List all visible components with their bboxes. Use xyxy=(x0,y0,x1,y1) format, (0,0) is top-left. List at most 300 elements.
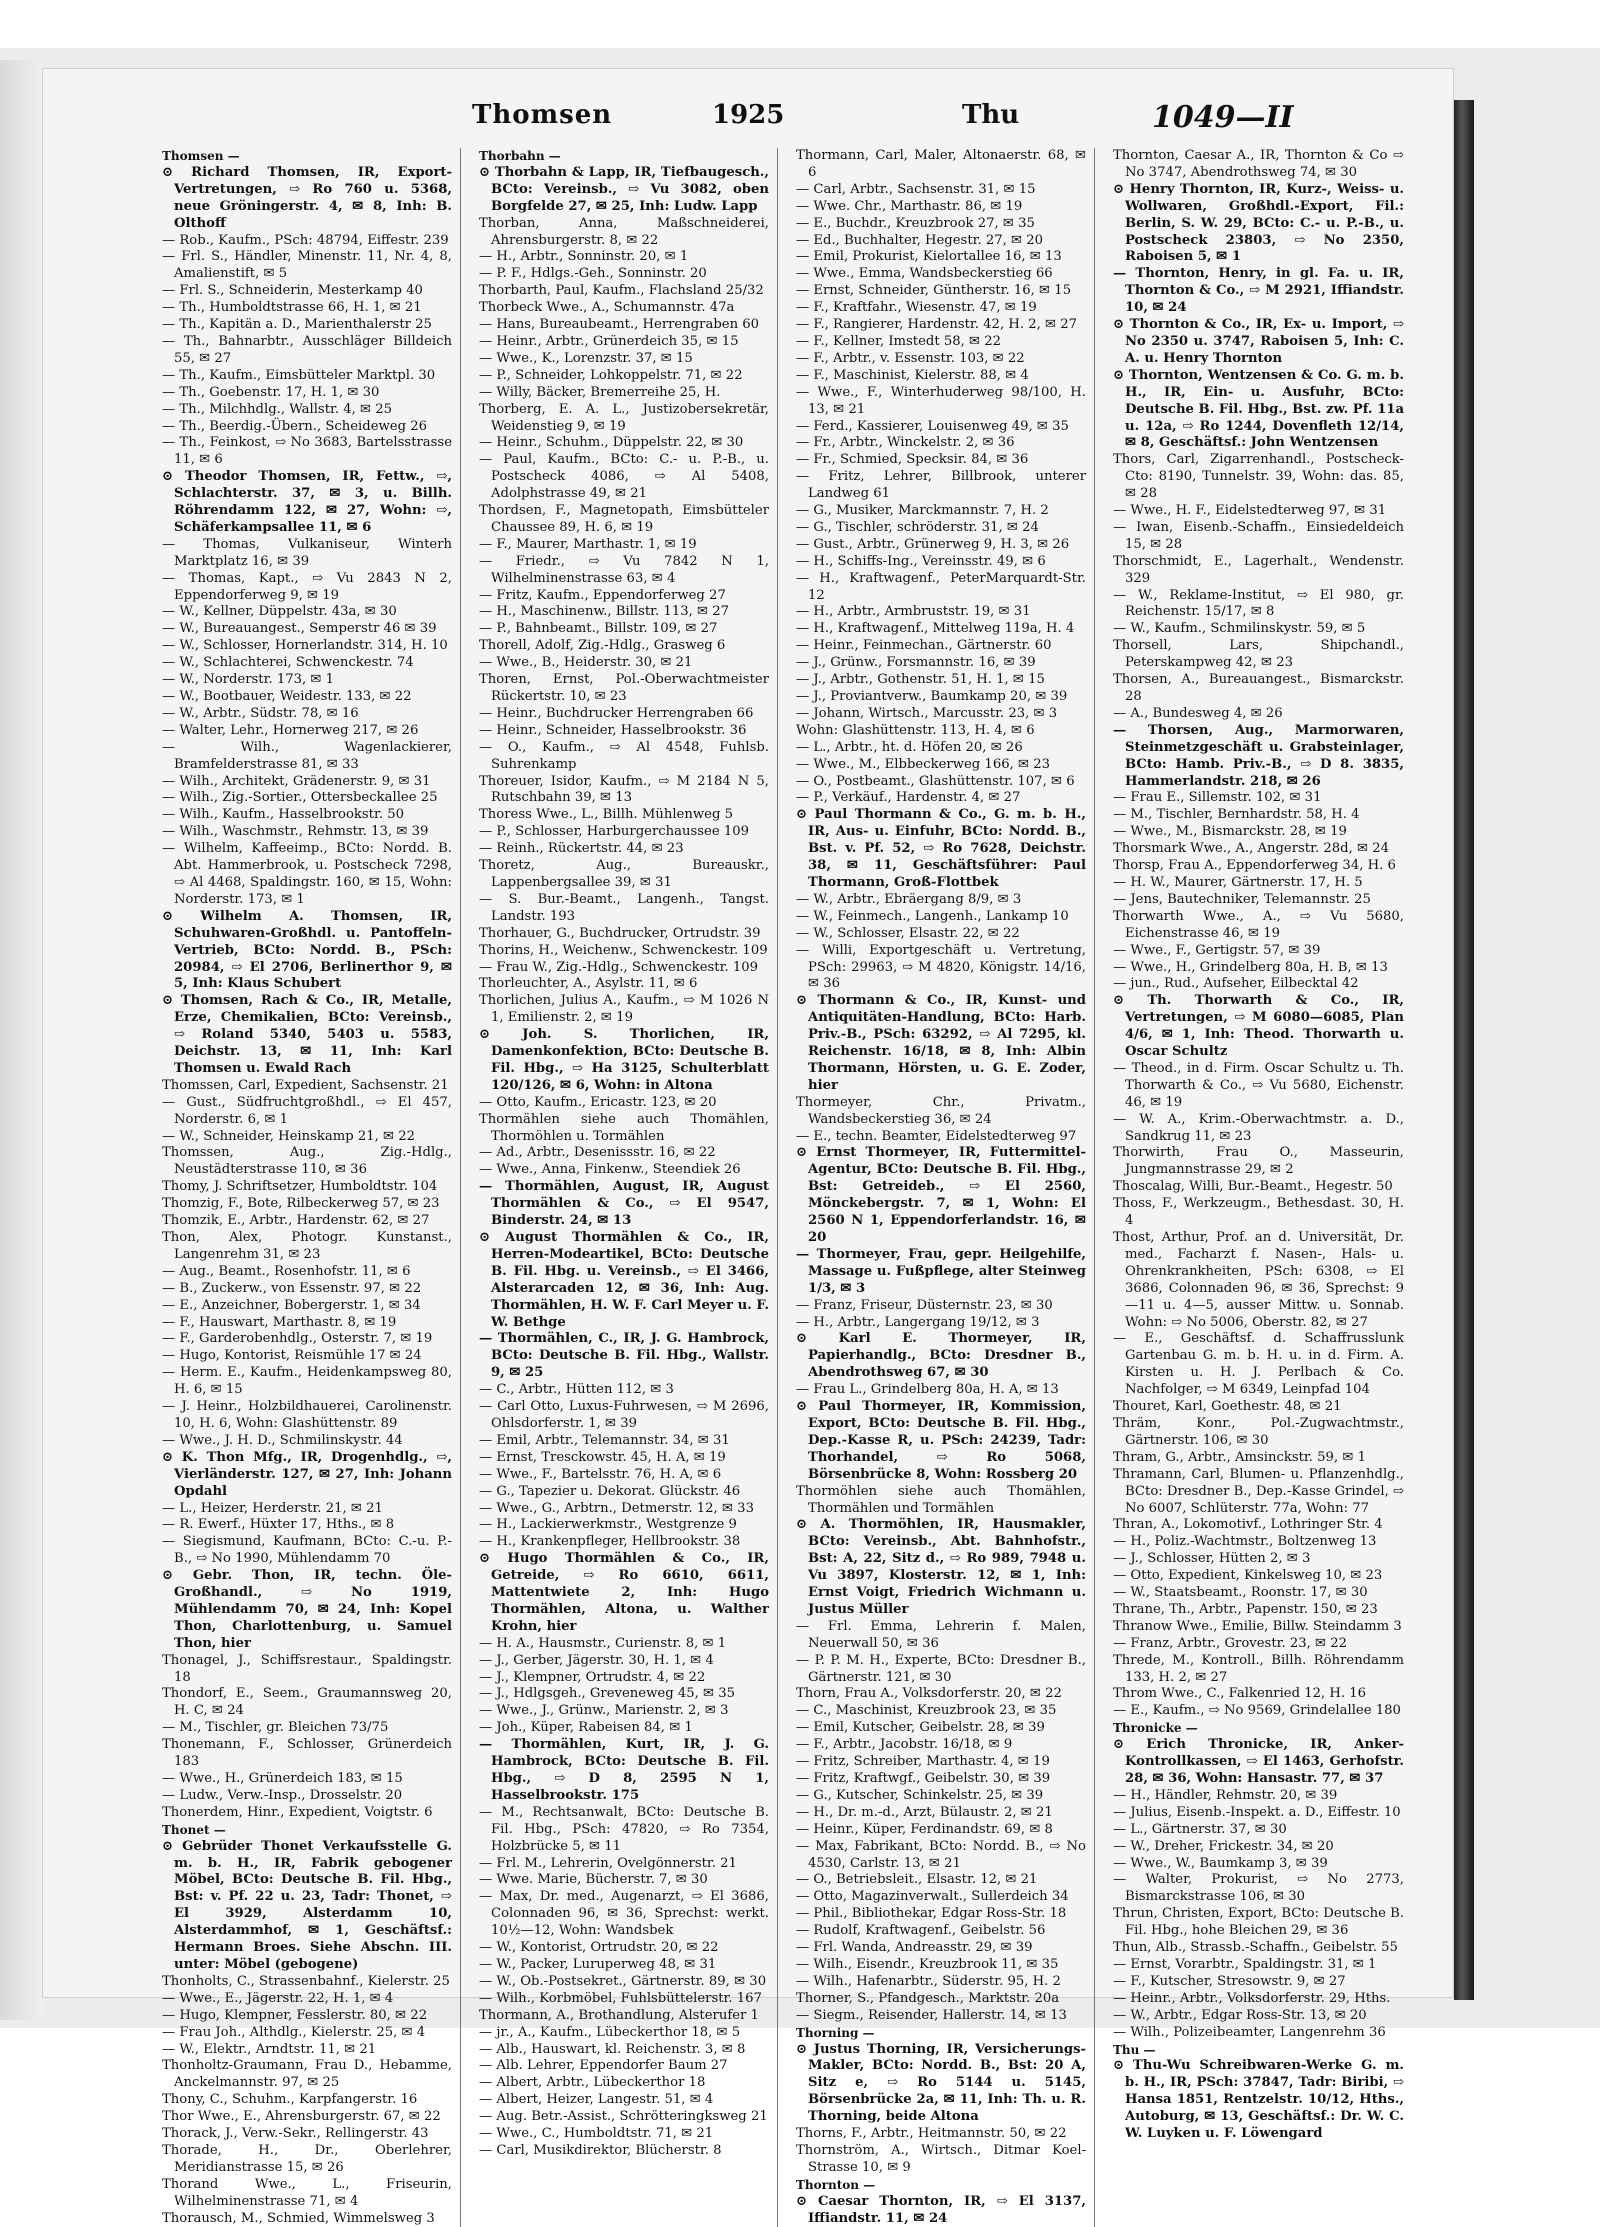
directory-entry: — Thormählen, August, IR, August Thormählen & Co., ⇨ El 9547, Binderstr. 24, ✉ 13 xyxy=(479,1179,769,1229)
directory-entry: — Wilh., Kaufm., Hasselbrookstr. 50 xyxy=(162,807,404,823)
directory-entry: ⊙ Erich Thronicke, IR, Anker-Kontrollkassen, ⇨ El 1463, Gerhofstr. 28, ✉ 36, Wohn: Hansastr. 77, ✉ 37 xyxy=(1113,1737,1404,1786)
directory-entry: — P., Schneider, Lohkoppelstr. 71, ✉ 22 xyxy=(479,367,743,383)
directory-entry: ⊙ Richard Thomsen, IR, Export-Vertretungen, ⇨ Ro 760 u. 5368, neue Gröningerstr. 4, ✉ 8, Inh: B. Olthoff xyxy=(162,164,452,231)
directory-entry: — Fritz, Kraftwgf., Geibelstr. 30, ✉ 39 xyxy=(796,1771,1051,1786)
directory-entry: — Alb. Lehrer, Eppendorfer Baum 27 xyxy=(479,2058,728,2074)
directory-entry: — B., Zuckerw., von Essenstr. 97, ✉ 22 xyxy=(162,1280,422,1296)
directory-entry: — Frau W., Zig.-Hdlg., Schwenckestr. 109 xyxy=(479,959,759,975)
directory-entry: Thoretz, Aug., Bureauskr., Lappenbergsallee 39, ✉ 31 xyxy=(479,858,769,890)
directory-entry: — Max, Fabrikant, BCto: Nordd. B., ⇨ No 4530, Carlstr. 13, ✉ 21 xyxy=(796,1838,1086,1871)
directory-entry: — Wilh., Waschmstr., Rehmstr. 13, ✉ 39 xyxy=(162,824,429,840)
directory-entry: Thräm, Konr., Pol.-Zugwachtmstr., Gärtnerstr. 106, ✉ 30 xyxy=(1113,1415,1404,1448)
directory-entry: — W., Norderstr. 173, ✉ 1 xyxy=(162,672,335,688)
directory-entry: — E., Kaufm., ⇨ No 9569, Grindelallee 180 xyxy=(1113,1703,1401,1719)
directory-entry: — L., Gärtnerstr. 37, ✉ 30 xyxy=(1113,1821,1287,1837)
directory-entry: ⊙ Gebrüder Thonet Verkaufsstelle G. m. b. H., IR, Fabrik gebogener Möbel, BCto: Deutsche B. Fil. Hbg., Bst: v. Pf. 22 u. 23, Tadr: Thonet, ⇨ El 3929, Alsterdamm 10, Alsterdammhof, ✉ 1, Geschäftsf.: Hermann Broes. Siehe Abschn. III. unter: Möbel (gebogene) xyxy=(162,1838,452,1972)
directory-entry: ⊙ Gebr. Thon, IR, techn. Öle-Großhandl., ⇨ No 1919, Mühlendamm 70, ✉ 24, Inh: Kopel Thon, Charlottenburg, u. Samuel Thon, hier xyxy=(162,1568,452,1651)
directory-entry: ⊙ Justus Thorning, IR, Versicherungs-Makler, BCto: Nordd. B., Bst: 20 A, Sitz e, ⇨ Ro 5144 u. 5145, Börsenbrücke 2a, ✉ 11, Inh: Th. u. R. Thorning, beide Altona xyxy=(796,2041,1086,2125)
directory-entry: — Th., Bahnarbtr., Ausschläger Billdeich 55, ✉ 27 xyxy=(162,333,452,366)
directory-entry: — P. P. M. H., Experte, BCto: Dresdner B., Gärtnerstr. 121, ✉ 30 xyxy=(796,1652,1086,1685)
directory-entry: — Hugo, Klempner, Fesslerstr. 80, ✉ 22 xyxy=(162,2007,428,2023)
directory-entry: — Wilh., Wagenlackierer, Bramfelderstrasse 81, ✉ 33 xyxy=(162,739,452,772)
directory-entry: Thorausch, M., Schmied, Wimmelsweg 3 xyxy=(162,2210,435,2226)
directory-entry: Thorsen, A., Bureauangest., Bismarckstr. 28 xyxy=(1113,672,1404,704)
directory-entry: — J., Proviantverw., Baumkamp 20, ✉ 39 xyxy=(796,689,1068,704)
directory-entry: — Walter, Prokurist, ⇨ No 2773, Bismarckstrasse 106, ✉ 30 xyxy=(1113,1872,1404,1905)
directory-entry: ⊙ Th. Thorwarth & Co., IR, Vertretungen, ⇨ M 6080—6085, Plan 4/6, ✉ 1, Inh: Theod. Thorwarth u. Oscar Schultz xyxy=(1113,993,1404,1060)
directory-entry: — C., Maschinist, Kreuzbrook 23, ✉ 35 xyxy=(796,1703,1057,1719)
directory-entry: Thrane, Th., Arbtr., Papenstr. 150, ✉ 23 xyxy=(1113,1601,1378,1617)
directory-columns xyxy=(162,148,1412,2226)
directory-entry: ⊙ Paul Thormann & Co., G. m. b. H., IR, Aus- u. Einfuhr, BCto: Nordd. B., Bst. v. Pf. 52, ⇨ Ro 7628, Deichstr. 38, ✉ 11, Geschäftsführer: Paul Thormann, Groß-Flottbek xyxy=(796,807,1086,890)
directory-entry: — Ad., Arbtr., Desenissstr. 16, ✉ 22 xyxy=(479,1145,716,1161)
directory-entry: Thorand Wwe., L., Friseurin, Wilhelminenstrasse 71, ✉ 4 xyxy=(162,2176,452,2209)
directory-entry: — Th., Beerdig.-Übern., Scheideweg 26 xyxy=(162,418,428,434)
directory-entry: Threde, M., Kontroll., Billh. Röhrendamm 133, H. 2, ✉ 27 xyxy=(1113,1652,1404,1685)
directory-entry: — W., Bootbauer, Weidestr. 133, ✉ 22 xyxy=(162,689,412,704)
directory-page xyxy=(42,68,1454,2226)
directory-entry: — Wwe., M., Elbbeckerweg 166, ✉ 23 xyxy=(796,756,1051,772)
directory-entry: Thorbarth, Paul, Kaufm., Flachsland 25/32 xyxy=(479,283,764,299)
directory-entry: — F., Kellner, Imstedt 58, ✉ 22 xyxy=(796,333,1002,349)
directory-entry: — Heinr., Buchdrucker Herrengraben 66 xyxy=(479,705,754,721)
directory-entry: ⊙ Thorbahn & Lapp, IR, Tiefbaugesch., BCto: Vereinsb., ⇨ Vu 3082, oben Borgfelde 27, ✉ 25, Inh: Ludw. Lapp xyxy=(479,164,769,214)
directory-entry: ⊙ K. Thon Mfg., IR, Drogenhdlg., ⇨, Vierländerstr. 127, ✉ 27, Inh: Johann Opdahl xyxy=(162,1449,452,1499)
directory-entry: — Wwe., H., Grindelberg 80a, H. B, ✉ 13 xyxy=(1113,959,1388,975)
directory-entry: ⊙ Paul Thormeyer, IR, Kommission, Export, BCto: Deutsche B. Fil. Hbg., Dep.-Kasse R, u. PSch: 24239, Tadr: Thorhandel, ⇨ Ro 5068, Börsenbrücke 8, Wohn: Rossberg 20 xyxy=(796,1399,1086,1482)
directory-entry: — W., Ob.-Postsekret., Gärtnerstr. 89, ✉ 30 xyxy=(479,1973,767,1989)
directory-entry: Thorack, J., Verw.-Sekr., Rellingerstr. 43 xyxy=(162,2126,429,2142)
directory-entry: Thorban, Anna, Maßschneiderei, Ahrensburgerstr. 8, ✉ 22 xyxy=(479,215,769,248)
directory-entry: — Aug., Beamt., Rosenhofstr. 11, ✉ 6 xyxy=(162,1263,411,1279)
column-3 xyxy=(796,148,1095,2227)
directory-entry: Thorhauer, G., Buchdrucker, Ortrudstr. 39 xyxy=(479,925,761,941)
directory-entry: — Thomas, Vulkaniseur, Winterh Marktplatz 16, ✉ 39 xyxy=(162,536,452,569)
directory-entry: Thormählen siehe auch Thomählen, Thormöhlen u. Tormählen xyxy=(479,1111,769,1144)
directory-entry: — Frau L., Grindelberg 80a, H. A, ✉ 13 xyxy=(796,1382,1059,1398)
directory-entry: — Carl, Musikdirektor, Blücherstr. 8 xyxy=(479,2142,722,2158)
directory-entry: Thormann, A., Brothandlung, Alsterufer 1 xyxy=(479,2007,759,2023)
directory-entry: — L., Heizer, Herderstr. 21, ✉ 21 xyxy=(162,1500,383,1516)
directory-entry: Thorns, F., Arbtr., Heitmannstr. 50, ✉ 22 xyxy=(796,2126,1067,2142)
directory-entry: Thon, Alex, Photogr. Kunstanst., Langenrehm 31, ✉ 23 xyxy=(162,1230,452,1262)
directory-entry: — J., Gerber, Jägerstr. 30, H. 1, ✉ 4 xyxy=(479,1652,714,1668)
book-spine-edge xyxy=(1454,100,1474,2000)
directory-entry: Thomssen, Aug., Zig.-Hdlg., Neustädterstrasse 110, ✉ 36 xyxy=(162,1145,452,1178)
directory-entry: — Heinr., Arbtr., Volksdorferstr. 29, Hths. xyxy=(1113,1990,1391,2006)
directory-entry: — Fritz, Schreiber, Marthastr. 4, ✉ 19 xyxy=(796,1754,1050,1770)
directory-entry: — Th., Goebenstr. 17, H. 1, ✉ 30 xyxy=(162,384,380,400)
directory-entry: — O., Postbeamt., Glashüttenstr. 107, ✉ 6 xyxy=(796,773,1075,789)
directory-entry: Thorade, H., Dr., Oberlehrer, Meridianstrasse 15, ✉ 26 xyxy=(162,2142,452,2175)
directory-entry: — Frl. M., Lehrerin, Ovelgönnerstr. 21 xyxy=(479,1855,737,1871)
directory-entry: — H. W., Maurer, Gärtnerstr. 17, H. 5 xyxy=(1113,874,1363,890)
directory-entry: — H., Maschinenw., Billstr. 113, ✉ 27 xyxy=(479,604,729,620)
directory-entry: Thornton, Caesar A., IR, Thornton & Co ⇨ No 3747, Abendrothsweg 74, ✉ 30 xyxy=(1113,148,1404,180)
directory-entry: — Fritz, Lehrer, Billbrook, unterer Landweg 61 xyxy=(796,469,1086,502)
directory-entry: — F., Arbtr., Jacobstr. 16/18, ✉ 9 xyxy=(796,1737,1013,1753)
directory-entry: — Wwe., K., Lorenzstr. 37, ✉ 15 xyxy=(479,350,693,366)
directory-entry: — W., Kellner, Düppelstr. 43a, ✉ 30 xyxy=(162,604,397,620)
directory-entry: — Willi, Exportgeschäft u. Vertretung, PSch: 29963, ⇨ M 4820, Königstr. 14/16, ✉ 36 xyxy=(796,942,1086,992)
directory-entry: — Hugo, Kontorist, Reismühle 17 ✉ 24 xyxy=(162,1348,422,1364)
directory-entry: ⊙ Thomsen, Rach & Co., IR, Metalle, Erze, Chemikalien, BCto: Vereinsb., ⇨ Roland 5340, 5403 u. 5583, Deichstr. 13, ✉ 11, Inh: Karl Thomsen u. Ewald Rach xyxy=(162,993,452,1076)
directory-entry: — M., Rechtsanwalt, BCto: Deutsche B. Fil. Hbg., PSch: 47820, ⇨ Ro 7354, Holzbrücke 5, ✉ 11 xyxy=(479,1804,769,1854)
directory-entry: ⊙ Thornton, Wentzensen & Co. G. m. b. H., IR, Ein- u. Ausfuhr, BCto: Deutsche B. Fil. Hbg., Bst. zw. Pf. 11a u. 12a, ⇨ Ro 1244, Dovenfleth 12/14, ✉ 8, Geschäftsf.: John Wentzensen xyxy=(1113,367,1404,451)
directory-entry: — Wwe., B., Heiderstr. 30, ✉ 21 xyxy=(479,655,693,671)
directory-entry: Thonerdem, Hinr., Expedient, Voigtstr. 6 xyxy=(162,1804,433,1820)
directory-entry: Thoress Wwe., L., Billh. Mühlenweg 5 xyxy=(479,807,733,823)
directory-entry: — H., Schiffs-Ing., Vereinsstr. 49, ✉ 6 xyxy=(796,553,1046,569)
directory-entry: Thonholts, C., Strassenbahnf., Kielerstr. 25 xyxy=(162,1973,450,1989)
directory-entry: — Thornton, Henry, in gl. Fa. u. IR, Thornton & Co., ⇨ M 2921, Iffiandstr. 10, ✉ 24 xyxy=(1113,266,1404,316)
directory-entry: — P., Verkäuf., Hardenstr. 4, ✉ 27 xyxy=(796,790,1021,806)
directory-entry: — Frl. S., Händler, Minenstr. 11, Nr. 4, 8, Amalienstift, ✉ 5 xyxy=(162,249,452,282)
directory-entry: — jr., A., Kaufm., Lübeckerthor 18, ✉ 5 xyxy=(479,2024,741,2040)
directory-entry: Thouret, Karl, Goethestr. 48, ✉ 21 xyxy=(1113,1399,1342,1415)
directory-entry: Thomy, J. Schriftsetzer, Humboldtstr. 104 xyxy=(162,1179,438,1195)
directory-entry: — Wwe., F., Gertigstr. 57, ✉ 39 xyxy=(1113,942,1321,958)
directory-entry: — Wilhelm, Kaffeeimp., BCto: Nordd. B. Abt. Hammerbrook, u. Postscheck 7298, ⇨ Al 4468, Spaldingstr. 160, ✉ 15, Wohn: Norderstr. 173, ✉ 1 xyxy=(162,841,452,907)
directory-entry: Thorsp, Frau A., Eppendorferweg 34, H. 6 xyxy=(1113,858,1396,874)
directory-entry: — Joh., Küper, Rabeisen 84, ✉ 1 xyxy=(479,1720,693,1736)
directory-entry: — Carl Otto, Luxus-Fuhrwesen, ⇨ M 2696, Ohlsdorferstr. 1, ✉ 39 xyxy=(479,1399,769,1431)
directory-entry: — F., Garderobenhdlg., Osterstr. 7, ✉ 19 xyxy=(162,1331,433,1347)
directory-entry: — Th., Humboldtstrasse 66, H. 1, ✉ 21 xyxy=(162,300,422,316)
directory-entry: Thondorf, E., Seem., Graumannsweg 20, H. C, ✉ 24 xyxy=(162,1686,452,1719)
directory-entry: — Heinr., Küper, Ferdinandstr. 69, ✉ 8 xyxy=(796,1821,1053,1837)
directory-entry: — J., Arbtr., Gothenstr. 51, H. 1, ✉ 15 xyxy=(796,672,1045,688)
directory-entry: — Wwe., G., Arbtrn., Detmerstr. 12, ✉ 33 xyxy=(479,1500,754,1516)
directory-entry: — Th., Kaufm., Eimsbütteler Marktpl. 30 xyxy=(162,367,436,383)
directory-entry: — Friedr., ⇨ Vu 7842 N 1, Wilhelminenstrasse 63, ✉ 4 xyxy=(479,553,769,586)
directory-entry: — Frl. S., Schneiderin, Mesterkamp 40 xyxy=(162,283,423,299)
directory-entry: Thoreuer, Isidor, Kaufm., ⇨ M 2184 N 5, Rutschbahn 39, ✉ 13 xyxy=(479,773,769,806)
directory-entry: — Franz, Friseur, Düsternstr. 23, ✉ 30 xyxy=(796,1297,1053,1313)
directory-entry: — Hans, Bureaubeamt., Herrengraben 60 xyxy=(479,317,760,333)
scanner-left-edge xyxy=(0,60,42,2020)
directory-entry: — F., Kraftfahr., Wiesenstr. 47, ✉ 19 xyxy=(796,300,1037,316)
directory-entry: ⊙ Wilhelm A. Thomsen, IR, Schuhwaren-Großhdl. u. Pantoffeln-Vertrieb, BCto: Nordd. B., PSch: 20984, ⇨ El 2706, Berlinerthor 9, ✉ 5, Inh: Klaus Schubert xyxy=(162,908,452,992)
directory-entry: — Albert, Heizer, Langestr. 51, ✉ 4 xyxy=(479,2092,714,2108)
directory-entry: — Franz, Arbtr., Grovestr. 23, ✉ 22 xyxy=(1113,1635,1348,1651)
directory-entry: — Gust., Südfruchtgroßhdl., ⇨ El 457, Norderstr. 6, ✉ 1 xyxy=(162,1094,452,1127)
directory-entry: — Rob., Kaufm., PSch: 48794, Eiffestr. 239 xyxy=(162,232,449,248)
directory-section-heading: Thu — xyxy=(1113,2042,1156,2057)
directory-entry: — L., Arbtr., ht. d. Höfen 20, ✉ 26 xyxy=(796,739,1023,755)
directory-entry: — Frl. Wanda, Andreasstr. 29, ✉ 39 xyxy=(796,1940,1033,1956)
directory-entry: — Willy, Bäcker, Bremerreihe 25, H. xyxy=(479,384,721,400)
directory-entry: — H., Arbtr., Armbruststr. 19, ✉ 31 xyxy=(796,604,1031,620)
directory-entry: — Iwan, Eisenb.-Schaffn., Einsiedeldeich 15, ✉ 28 xyxy=(1113,519,1404,552)
directory-entry: Thonemann, F., Schlosser, Grünerdeich 183 xyxy=(162,1737,452,1770)
directory-entry: — E., Anzeichner, Bobergerstr. 1, ✉ 34 xyxy=(162,1297,421,1313)
directory-entry: — F., Hauswart, Marthastr. 8, ✉ 19 xyxy=(162,1314,397,1330)
directory-entry: ⊙ A. Thormöhlen, IR, Hausmakler, BCto: Vereinsb., Abt. Bahnhofstr., Bst: A, 22, Sitz d., ⇨ Ro 989, 7948 u. Vu 3897, Klosterstr. 12, ✉ 1, Inh: Ernst Voigt, Friedrich Wichmann u. Justus Müller xyxy=(796,1517,1086,1617)
directory-entry: — M., Tischler, gr. Bleichen 73/75 xyxy=(162,1720,389,1736)
directory-entry: — Heinr., Feinmechan., Gärtnerstr. 60 xyxy=(796,638,1052,654)
directory-entry: ⊙ Thormann & Co., IR, Kunst- und Antiquitäten-Handlung, BCto: Harb. Priv.-B., PSch: 63292, ⇨ Al 7295, kl. Reichenstr. 16/18, ✉ 8, Inh: Albin Thormann, Hörsten, u. G. E. Zoder, hier xyxy=(796,993,1086,1093)
directory-entry: — O., Kaufm., ⇨ Al 4548, Fuhlsb. Suhrenkamp xyxy=(479,739,769,772)
directory-entry: — Thormeyer, Frau, gepr. Heilgehilfe, Massage u. Fußpflege, alter Steinweg 1/3, ✉ 3 xyxy=(796,1246,1086,1296)
directory-entry: — Otto, Expedient, Kinkelsweg 10, ✉ 23 xyxy=(1113,1568,1383,1584)
directory-entry: — Theod., in d. Firm. Oscar Schultz u. Th. Thorwarth & Co., ⇨ Vu 5680, Eichenstr. 46, ✉ 19 xyxy=(1113,1060,1404,1110)
directory-entry: — Wwe. Marie, Bücherstr. 7, ✉ 30 xyxy=(479,1872,708,1888)
directory-entry: — Wwe., Emma, Wandsbeckerstieg 66 xyxy=(796,266,1053,282)
directory-entry: — Wwe., E., Jägerstr. 22, H. 1, ✉ 4 xyxy=(162,1990,394,2006)
directory-entry: Thost, Arthur, Prof. an d. Universität, Dr. med., Facharzt f. Nasen-, Hals- u. Ohrenkrankheiten, PSch: 6308, ⇨ El 3686, Colonnaden 96, ✉ 36, Sprechst: 9—11 u. 4—5, ausser Mittw. u. Sonnab. Wohn: ⇨ No 5006, Oberstr. 82, ✉ 27 xyxy=(1113,1230,1404,1330)
directory-entry: Thorwarth Wwe., A., ⇨ Vu 5680, Eichenstrasse 46, ✉ 19 xyxy=(1113,908,1404,941)
directory-entry: — Wilh., Hafenarbtr., Süderstr. 95, H. 2 xyxy=(796,1973,1061,1989)
directory-entry: — Thomas, Kapt., ⇨ Vu 2843 N 2, Eppendorferweg 9, ✉ 19 xyxy=(162,570,452,603)
directory-entry: — Gust., Arbtr., Grünerweg 9, H. 3, ✉ 26 xyxy=(796,536,1070,552)
directory-entry: Thomzik, E., Arbtr., Hardenstr. 62, ✉ 27 xyxy=(162,1213,430,1229)
directory-section-heading: Thornton — xyxy=(796,2177,876,2192)
directory-entry: — Herm. E., Kaufm., Heidenkampsweg 80, H. 6, ✉ 15 xyxy=(162,1365,452,1398)
directory-section-heading: Thronicke — xyxy=(1113,1721,1198,1736)
directory-entry: Thorn, Frau A., Volksdorferstr. 20, ✉ 22 xyxy=(796,1686,1062,1702)
column-4 xyxy=(1113,148,1412,2227)
directory-entry: Thormann, Carl, Maler, Altonaerstr. 68, ✉ 6 xyxy=(796,148,1086,180)
directory-entry: Thorbeck Wwe., A., Schumannstr. 47a xyxy=(479,300,735,316)
directory-entry: — W., Bureauangest., Semperstr 46 ✉ 39 xyxy=(162,621,437,637)
directory-entry: ⊙ Theodor Thomsen, IR, Fettw., ⇨, Schlachterstr. 37, ✉ 3, u. Billh. Röhrendamm 122, ✉ 27, Wohn: ⇨, Schäferkampsallee 11, ✉ 6 xyxy=(162,469,452,535)
directory-entry: — W., Arbtr., Ebräergang 8/9, ✉ 3 xyxy=(796,891,1022,907)
header-left-keyword: Thomsen xyxy=(472,100,613,130)
directory-entry: — Emil, Kutscher, Geibelstr. 28, ✉ 39 xyxy=(796,1720,1045,1736)
directory-entry: ⊙ Ernst Thormeyer, IR, Futtermittel-Agentur, BCto: Deutsche B. Fil. Hbg., Bst: Getreideb., ⇨ El 2560, Mönckebergstr. 7, ✉ 1, Wohn: El 2560 N 1, Eppendorferlandstr. 16, ✉ 20 xyxy=(796,1145,1086,1245)
directory-entry: Thormeyer, Chr., Privatm., Wandsbeckerstieg 36, ✉ 24 xyxy=(796,1094,1086,1127)
directory-entry: ⊙ Thornton & Co., IR, Ex- u. Import, ⇨ No 2350 u. 3747, Raboisen 5, Inh: C. A. u. Henry Thornton xyxy=(1113,317,1404,366)
directory-entry: — Rudolf, Kraftwagenf., Geibelstr. 56 xyxy=(796,1923,1046,1939)
directory-entry: — W., Schlosser, Elsastr. 22, ✉ 22 xyxy=(796,925,1020,941)
directory-entry: Thormöhlen siehe auch Thomählen, Thormählen und Tormählen xyxy=(796,1483,1086,1516)
directory-entry: — H., Arbtr., Sonninstr. 20, ✉ 1 xyxy=(479,249,689,265)
directory-entry: Throm Wwe., C., Falkenried 12, H. 16 xyxy=(1113,1686,1367,1702)
directory-entry: — F., Rangierer, Hardenstr. 42, H. 2, ✉ 27 xyxy=(796,317,1078,333)
directory-entry: — Carl, Arbtr., Sachsenstr. 31, ✉ 15 xyxy=(796,181,1036,197)
directory-section-heading: Thorbahn — xyxy=(479,149,561,163)
directory-entry: — Aug. Betr.-Assist., Schrötteringksweg 21 xyxy=(479,2109,768,2125)
directory-entry: Thonagel, J., Schiffsrestaur., Spaldingstr. 18 xyxy=(162,1652,452,1685)
directory-entry: — Wwe., F., Winterhuderweg 98/100, H. 13, ✉ 21 xyxy=(796,384,1086,417)
directory-entry: — Fritz, Kaufm., Eppendorferweg 27 xyxy=(479,587,726,603)
directory-entry: — Ernst, Vorarbtr., Spaldingstr. 31, ✉ 1 xyxy=(1113,1956,1377,1972)
directory-entry: — Thormählen, C., IR, J. G. Hambrock, BCto: Deutsche B. Fil. Hbg., Wallstr. 9, ✉ 25 xyxy=(479,1331,769,1381)
directory-entry: Thranow Wwe., Emilie, Billw. Steindamm 3 xyxy=(1113,1618,1402,1634)
directory-entry: Thordsen, F., Magnetopath, Eimsbütteler Chaussee 89, H. 6, ✉ 19 xyxy=(479,503,769,535)
directory-entry: — E., techn. Beamter, Eidelstedterweg 97 xyxy=(796,1128,1077,1144)
directory-entry: Thoren, Ernst, Pol.-Oberwachtmeister Rückertstr. 10, ✉ 23 xyxy=(479,672,769,704)
directory-entry: — M., Tischler, Bernhardstr. 58, H. 4 xyxy=(1113,807,1360,823)
header-year: 1925 xyxy=(712,100,785,130)
directory-entry: — Heinr., Schuhm., Düppelstr. 22, ✉ 30 xyxy=(479,435,744,451)
directory-entry: — Th., Kapitän a. D., Marienthalerstr 25 xyxy=(162,317,432,333)
directory-entry: Thramann, Carl, Blumen- u. Pflanzenhdlg., BCto: Dresdner B., Dep.-Kasse Grindel, ⇨ No 6007, Schlüterstr. 77a, Wohn: 77 xyxy=(1113,1466,1405,1516)
directory-entry: — S. Bur.-Beamt., Langenh., Tangst. Landstr. 193 xyxy=(479,891,769,924)
directory-entry: — Wwe., M., Bismarckstr. 28, ✉ 19 xyxy=(1113,824,1347,840)
directory-entry: Thorleuchter, A., Asylstr. 11, ✉ 6 xyxy=(479,976,698,992)
directory-entry: — Th., Feinkost, ⇨ No 3683, Bartelsstrasse 11, ✉ 6 xyxy=(162,435,452,468)
directory-entry: — Wwe., J., Grünw., Marienstr. 2, ✉ 3 xyxy=(479,1703,729,1719)
directory-entry: — Frl. Emma, Lehrerin f. Malen, Neuerwall 50, ✉ 36 xyxy=(796,1618,1086,1651)
directory-entry: Wohn: Glashüttenstr. 113, H. 4, ✉ 6 xyxy=(796,722,1035,738)
directory-entry: — Ludw., Verw.-Insp., Drosselstr. 20 xyxy=(162,1787,403,1803)
header-right-keyword: Thu xyxy=(962,100,1020,130)
directory-entry: — Heinr., Arbtr., Grünerdeich 35, ✉ 15 xyxy=(479,333,739,349)
directory-entry: — J., Hdlgsgeh., Greveneweg 45, ✉ 35 xyxy=(479,1686,736,1702)
directory-entry: — Fr., Arbtr., Winckelstr. 2, ✉ 36 xyxy=(796,435,1015,451)
directory-section-heading: Thomsen — xyxy=(162,149,240,163)
running-head xyxy=(172,100,1402,140)
directory-entry: Thun, Alb., Strassb.-Schaffn., Geibelstr. 55 xyxy=(1113,1940,1398,1956)
directory-entry: — Emil, Prokurist, Kielortallee 16, ✉ 13 xyxy=(796,249,1062,265)
directory-entry: — Wwe., C., Humboldtstr. 71, ✉ 21 xyxy=(479,2126,714,2142)
directory-entry: — J., Schlosser, Hütten 2, ✉ 3 xyxy=(1113,1551,1311,1567)
directory-entry: — J., Klempner, Ortrudstr. 4, ✉ 22 xyxy=(479,1669,706,1685)
directory-entry: — R. Ewerf., Hüxter 17, Hths., ✉ 8 xyxy=(162,1517,395,1533)
directory-entry: Thorschmidt, E., Lagerhalt., Wendenstr. 329 xyxy=(1113,553,1404,586)
directory-entry: — W., Schlachterei, Schwenckestr. 74 xyxy=(162,655,414,671)
directory-entry: Thorberg, E. A. L., Justizobersekretär, Weidenstieg 9, ✉ 19 xyxy=(479,401,769,434)
directory-entry: — Otto, Magazinverwalt., Sullerdeich 34 xyxy=(796,1889,1069,1905)
directory-entry: ⊙ Henry Thornton, IR, Kurz-, Weiss- u. Wollwaren, Großhdl.-Export, Fil.: Berlin, S. W. 29, BCto: C.- u. P.-B., u. Postscheck 23803, ⇨ No 2350, Raboisen 5, ✉ 1 xyxy=(1113,181,1404,265)
directory-entry: — Paul, Kaufm., BCto: C.- u. P.-B., u. Postscheck 4086, ⇨ Al 5408, Adolphstrasse 49, ✉ 21 xyxy=(479,452,769,502)
directory-entry: Thomssen, Carl, Expedient, Sachsenstr. 21 xyxy=(162,1077,449,1093)
directory-entry: — Fr., Schmied, Specksir. 84, ✉ 36 xyxy=(796,452,1029,468)
directory-entry: Thornström, A., Wirtsch., Ditmar Koel-Strasse 10, ✉ 9 xyxy=(796,2142,1086,2175)
directory-entry: — W., Staatsbeamt., Roonstr. 17, ✉ 30 xyxy=(1113,1585,1368,1601)
directory-entry: — E., Buchdr., Kreuzbrook 27, ✉ 35 xyxy=(796,215,1035,231)
directory-entry: — F., Maurer, Marthastr. 1, ✉ 19 xyxy=(479,536,697,552)
directory-entry: — J., Grünw., Forsmannstr. 16, ✉ 39 xyxy=(796,655,1036,671)
directory-entry: — F., Kutscher, Stresowstr. 9, ✉ 27 xyxy=(1113,1973,1346,1989)
directory-entry: Thoscalag, Willi, Bur.-Beamt., Hegestr. 50 xyxy=(1113,1179,1393,1195)
directory-entry: Thomzig, F., Bote, Rilbeckerweg 57, ✉ 23 xyxy=(162,1196,440,1212)
directory-entry: — H., Händler, Rehmstr. 20, ✉ 39 xyxy=(1113,1787,1338,1803)
directory-entry: — H., Kraftwagenf., Mittelweg 119a, H. 4 xyxy=(796,621,1075,637)
directory-entry: Thrun, Christen, Export, BCto: Deutsche B. Fil. Hbg., hohe Bleichen 29, ✉ 36 xyxy=(1113,1906,1404,1939)
directory-entry: — W., Reklame-Institut, ⇨ El 980, gr. Reichenstr. 15/17, ✉ 8 xyxy=(1113,587,1404,620)
directory-entry: — Johann, Wirtsch., Marcusstr. 23, ✉ 3 xyxy=(796,705,1058,721)
directory-entry: — Wwe., H. F., Eidelstedterweg 97, ✉ 31 xyxy=(1113,503,1387,519)
directory-entry: — Julius, Eisenb.-Inspekt. a. D., Eiffestr. 10 xyxy=(1113,1804,1401,1820)
directory-entry: ⊙ Caesar Thornton, IR, ⇨ El 3137, Iffiandstr. 11, ✉ 24 xyxy=(796,2193,1086,2226)
directory-entry: Thran, A., Lokomotivf., Lothringer Str. 4 xyxy=(1113,1517,1383,1533)
directory-entry: — O., Betriebsleit., Elsastr. 12, ✉ 21 xyxy=(796,1872,1038,1888)
directory-entry: — E., Geschäftsf. d. Schaffrusslunk Gartenbau G. m. b. H. u. in d. Firm. A. Kirsten u. H. J. Perlbach & Co. Nachfolger, ⇨ M 6349, Leinpfad 104 xyxy=(1113,1331,1404,1398)
directory-entry: Thor Wwe., E., Ahrensburgerstr. 67, ✉ 22 xyxy=(162,2109,441,2125)
directory-entry: — Albert, Arbtr., Lübeckerthor 18 xyxy=(479,2075,706,2091)
directory-entry: Thorsmark Wwe., A., Angerstr. 28d, ✉ 24 xyxy=(1113,841,1389,857)
directory-entry: ⊙ Hugo Thormählen & Co., IR, Getreide, ⇨ Ro 6610, 6611, Mattentwiete 2, Inh: Hugo Thormählen, Altona, u. Walther Krohn, hier xyxy=(479,1551,769,1634)
directory-entry: — Otto, Kaufm., Ericastr. 123, ✉ 20 xyxy=(479,1094,717,1110)
directory-entry: — W., Kontorist, Ortrudstr. 20, ✉ 22 xyxy=(479,1940,719,1956)
directory-entry: — Siegm., Reisender, Hallerstr. 14, ✉ 13 xyxy=(796,2007,1067,2023)
directory-entry: — Wilh., Polizeibeamter, Langenrehm 36 xyxy=(1113,2024,1386,2040)
directory-entry: Thoss, F., Werkzeugm., Bethesdast. 30, H. 4 xyxy=(1113,1196,1404,1229)
directory-entry: — P., Schlosser, Harburgerchaussee 109 xyxy=(479,824,749,840)
directory-entry: Thony, C., Schuhm., Karpfangerstr. 16 xyxy=(162,2092,418,2108)
directory-entry: — W., Arbtr., Edgar Ross-Str. 13, ✉ 20 xyxy=(1113,2007,1367,2023)
directory-entry: — F., Maschinist, Kielerstr. 88, ✉ 4 xyxy=(796,367,1029,383)
directory-entry: — H., Krankenpfleger, Hellbrookstr. 38 xyxy=(479,1534,741,1550)
directory-entry: — F., Arbtr., v. Essenstr. 103, ✉ 22 xyxy=(796,350,1025,366)
directory-entry: — W., Kaufm., Schmilinskystr. 59, ✉ 5 xyxy=(1113,621,1366,637)
directory-entry: — H., Poliz.-Wachtmstr., Boltzenweg 13 xyxy=(1113,1534,1377,1550)
directory-entry: — H., Kraftwagenf., PeterMarquardt-Str. 12 xyxy=(796,570,1086,603)
directory-entry: ⊙ August Thormählen & Co., IR, Herren-Modeartikel, BCto: Deutsche B. Fil. Hbg. u. Vereinsb., ⇨ El 3466, Alsterarcaden 12, ✉ 36, Inh: Aug. Thormählen, H. W. F. Carl Meyer u. F. W. Bethge xyxy=(479,1230,769,1330)
directory-entry: — jun., Rud., Aufseher, Eilbecktal 42 xyxy=(1113,976,1359,992)
directory-entry: — W., Arbtr., Südstr. 78, ✉ 16 xyxy=(162,705,359,721)
directory-entry: Thorsell, Lars, Shipchandl., Peterskampweg 42, ✉ 23 xyxy=(1113,638,1404,671)
directory-entry: — Frau E., Sillemstr. 102, ✉ 31 xyxy=(1113,790,1322,806)
directory-entry: — H., Lackierwerkmstr., Westgrenze 9 xyxy=(479,1517,737,1533)
directory-entry: — Wwe., H., Grünerdeich 183, ✉ 15 xyxy=(162,1771,403,1786)
directory-entry: — P. F., Hdlgs.-Geh., Sonninstr. 20 xyxy=(479,266,707,282)
directory-entry: — Jens, Bautechniker, Telemannstr. 25 xyxy=(1113,891,1371,907)
directory-entry: — W., Elektr., Arndtstr. 11, ✉ 21 xyxy=(162,2041,377,2057)
directory-entry: Thram, G., Arbtr., Amsinckstr. 59, ✉ 1 xyxy=(1113,1449,1366,1465)
directory-entry: — W., Schneider, Heinskamp 21, ✉ 22 xyxy=(162,1128,416,1144)
directory-entry: — Wilh., Architekt, Grädenerstr. 9, ✉ 31 xyxy=(162,773,431,789)
directory-entry: — Wwe., J. H. D., Schmilinskystr. 44 xyxy=(162,1432,403,1448)
directory-entry: — W. A., Krim.-Oberwachtmstr. a. D., Sandkrug 11, ✉ 23 xyxy=(1113,1111,1404,1144)
directory-entry: — Frau Joh., Althdlg., Kielerstr. 25, ✉ 4 xyxy=(162,2024,426,2040)
directory-entry: — G., Musiker, Marckmannstr. 7, H. 2 xyxy=(796,503,1049,519)
directory-entry: Thors, Carl, Zigarrenhandl., Postscheck-Cto: 8190, Tunnelstr. 39, Wohn: das. 85, ✉ 28 xyxy=(1113,452,1404,502)
directory-entry: — A., Bundesweg 4, ✉ 26 xyxy=(1113,705,1283,721)
directory-entry: — H., Arbtr., Langergang 19/12, ✉ 3 xyxy=(796,1314,1040,1330)
directory-entry: — Alb., Hauswart, kl. Reichenstr. 3, ✉ 8 xyxy=(479,2041,746,2057)
directory-entry: — Ferd., Kassierer, Louisenweg 49, ✉ 35 xyxy=(796,418,1069,434)
directory-entry: — Wwe., F., Bartelsstr. 76, H. A, ✉ 6 xyxy=(479,1466,722,1482)
directory-entry: — H., Dr. m.-d., Arzt, Bülaustr. 2, ✉ 21 xyxy=(796,1804,1053,1820)
directory-entry: ⊙ Joh. S. Thorlichen, IR, Damenkonfektion, BCto: Deutsche B. Fil. Hbg., ⇨ Ha 3125, Schulterblatt 120/126, ✉ 6, Wohn: in Altona xyxy=(479,1027,769,1093)
directory-entry: — Thormählen, Kurt, IR, J. G. Hambrock, BCto: Deutsche B. Fil. Hbg., ⇨ D 8, 2595 N 1, Hasselbrookstr. 175 xyxy=(479,1737,769,1803)
directory-entry: — Reinh., Rückertstr. 44, ✉ 23 xyxy=(479,841,684,857)
directory-entry: — G., Tapezier u. Dekorat. Glückstr. 46 xyxy=(479,1483,741,1499)
directory-entry: Thonholtz-Graumann, Frau D., Hebamme, Anckelmannstr. 97, ✉ 25 xyxy=(162,2058,452,2091)
directory-entry: Thorlichen, Julius A., Kaufm., ⇨ M 1026 N 1, Emilienstr. 2, ✉ 19 xyxy=(479,993,769,1026)
directory-entry: — Ernst, Schneider, Güntherstr. 16, ✉ 15 xyxy=(796,283,1072,299)
directory-entry: — Ernst, Tresckowstr. 45, H. A, ✉ 19 xyxy=(479,1449,726,1465)
directory-entry: — W., Packer, Luruperweg 48, ✉ 31 xyxy=(479,1956,717,1972)
directory-entry: — W., Feinmech., Langenh., Lankamp 10 xyxy=(796,908,1069,924)
directory-entry: Thorell, Adolf, Zig.-Hdlg., Grasweg 6 xyxy=(479,638,726,654)
directory-entry: — Wwe., W., Baumkamp 3, ✉ 39 xyxy=(1113,1855,1328,1871)
directory-entry: — Wilh., Zig.-Sortier., Ottersbeckallee 25 xyxy=(162,790,438,806)
directory-entry: — Emil, Arbtr., Telemannstr. 34, ✉ 31 xyxy=(479,1432,730,1448)
directory-entry: — Max, Dr. med., Augenarzt, ⇨ El 3686, Colonnaden 96, ✉ 36, Sprechst: werkt. 10½—12, Wohn: Wandsbek xyxy=(479,1889,769,1939)
directory-entry: ⊙ Karl E. Thormeyer, IR, Papierhandlg., BCto: Dresdner B., Abendrothsweg 67, ✉ 30 xyxy=(796,1331,1086,1381)
directory-entry: — P., Bahnbeamt., Billstr. 109, ✉ 27 xyxy=(479,621,718,637)
column-2 xyxy=(479,148,778,2227)
directory-entry: — J. Heinr., Holzbildhauerei, Carolinenstr. 10, H. 6, Wohn: Glashüttenstr. 89 xyxy=(162,1399,452,1431)
directory-entry: Thorins, H., Weichenw., Schwenckestr. 109 xyxy=(479,942,768,958)
directory-entry: — Wilh., Eisendr., Kreuzbrook 11, ✉ 35 xyxy=(796,1956,1059,1972)
directory-entry: — Thorsen, Aug., Marmorwaren, Steinmetzgeschäft u. Grabsteinlager, BCto: Hamb. Priv.-B., ⇨ D 8. 3835, Hammerlandstr. 218, ✉ 26 xyxy=(1113,722,1404,789)
directory-entry: — Ed., Buchhalter, Hegestr. 27, ✉ 20 xyxy=(796,232,1044,248)
directory-entry: — Wwe., Anna, Finkenw., Steendiek 26 xyxy=(479,1162,741,1178)
directory-entry: — Wwe. Chr., Marthastr. 86, ✉ 19 xyxy=(796,198,1023,214)
directory-entry: — Walter, Lehr., Hornerweg 217, ✉ 26 xyxy=(162,722,419,738)
directory-section-heading: Thorning — xyxy=(796,2025,875,2040)
directory-entry: — H. A., Hausmstr., Curienstr. 8, ✉ 1 xyxy=(479,1635,727,1651)
directory-entry: — Th., Milchhdlg., Wallstr. 4, ✉ 25 xyxy=(162,401,393,417)
directory-entry: — Siegismund, Kaufmann, BCto: C.-u. P.-B., ⇨ No 1990, Mühlendamm 70 xyxy=(162,1534,452,1567)
directory-entry: ⊙ Thu-Wu Schreibwaren-Werke G. m. b. H., IR, PSch: 37847, Tadr: Biribi, ⇨ Hansa 1851, Rentzelstr. 10/12, Hths., Autoburg, ✉ 13, Geschäftsf.: Dr. W. C. W. Luyken u. F. Löwengard xyxy=(1113,2058,1404,2142)
